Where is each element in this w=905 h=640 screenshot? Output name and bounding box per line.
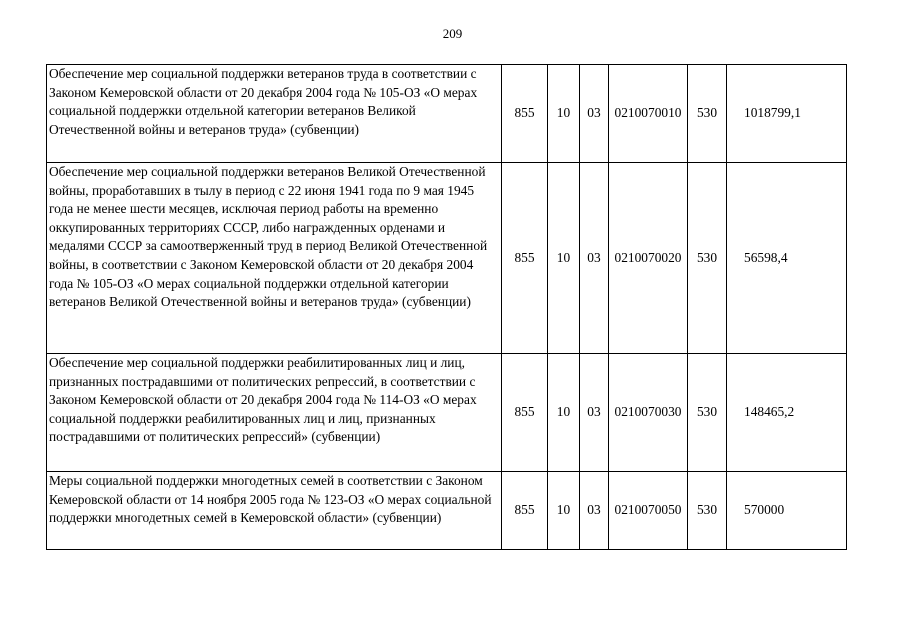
table-row xyxy=(47,163,847,354)
section-code: 10 xyxy=(548,163,580,354)
row-description: Обеспечение мер социальной поддержки ветеранов труда в соответствии с Законом Кемеровской области от 20 декабря 2004 года № 105-ОЗ «О мерах социальной поддержки отдельной категории ветеранов Великой Отечественной войны и ветеранов труда» (субвенции) xyxy=(47,65,502,163)
amount-value: 148465,2 xyxy=(727,354,847,472)
row-description: Меры социальной поддержки многодетных семей в соответствии с Законом Кемеровской области от 14 ноября 2005 года № 123-ОЗ «О мерах социальной поддержки многодетных семей в Кемеровской области» (субвенции) xyxy=(47,472,502,550)
section-code: 10 xyxy=(548,65,580,163)
amount-value: 570000 xyxy=(727,472,847,550)
grbs-code: 855 xyxy=(502,65,548,163)
table-row xyxy=(47,354,847,472)
target-article-code: 0210070050 xyxy=(609,472,688,550)
amount-value: 1018799,1 xyxy=(727,65,847,163)
table-row xyxy=(47,65,847,163)
section-code: 10 xyxy=(548,354,580,472)
expense-type-code: 530 xyxy=(688,163,727,354)
expense-type-code: 530 xyxy=(688,472,727,550)
row-description: Обеспечение мер социальной поддержки ветеранов Великой Отечественной войны, проработавших в тылу в период с 22 июня 1941 года по 9 мая 1945 года не менее шести месяцев, исключая период работы на временно оккупированных территориях СССР, либо награжденных орденами и медалями СССР за самоотверженный труд в период Великой Отечественной войны, в соответствии с Законом Кемеровской области от 20 декабря 2004 года № 105-ОЗ «О мерах социальной поддержки отдельной категории ветеранов Великой Отечественной войны и ветеранов труда» (субвенции) xyxy=(47,163,502,354)
page-number: 209 xyxy=(442,26,463,41)
subsection-code: 03 xyxy=(580,472,609,550)
grbs-code: 855 xyxy=(502,472,548,550)
grbs-code: 855 xyxy=(502,354,548,472)
expense-type-code: 530 xyxy=(688,354,727,472)
section-code: 10 xyxy=(548,472,580,550)
amount-value: 56598,4 xyxy=(727,163,847,354)
subsection-code: 03 xyxy=(580,65,609,163)
target-article-code: 0210070030 xyxy=(609,354,688,472)
budget-table xyxy=(46,64,847,550)
subsection-code: 03 xyxy=(580,163,609,354)
target-article-code: 0210070020 xyxy=(609,163,688,354)
row-description: Обеспечение мер социальной поддержки реабилитированных лиц и лиц, признанных пострадавшими от политических репрессий, в соответствии с Законом Кемеровской области от 20 декабря 2004 года № 114-ОЗ «О мерах социальной поддержки реабилитированных лиц и лиц, признанных пострадавшими от политических репрессий» (субвенции) xyxy=(47,354,502,472)
subsection-code: 03 xyxy=(580,354,609,472)
table-row xyxy=(47,472,847,550)
target-article-code: 0210070010 xyxy=(609,65,688,163)
expense-type-code: 530 xyxy=(688,65,727,163)
grbs-code: 855 xyxy=(502,163,548,354)
